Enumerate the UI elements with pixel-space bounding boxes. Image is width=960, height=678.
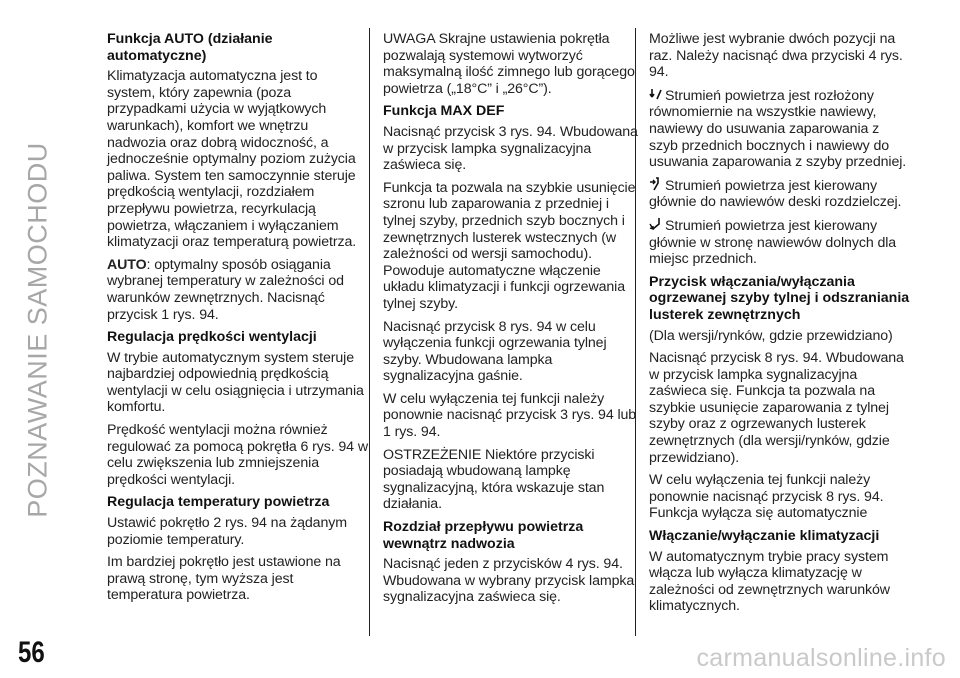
paragraph-max-def-1: Nacisnąć przycisk 3 rys. 94. Wbudowana w przycisk lampka sygnalizacyjna zaświeca się. [383,123,638,174]
paragraph-air-conditioning: W automatycznym trybie pracy system włącza lub wyłącza klimatyzację w zależności od zewnętrznych warunków klimatycznych. [649,548,890,615]
column-divider [369,28,370,636]
paragraph-auto-button [107,257,369,323]
paragraph-distribution-dash [649,177,911,211]
paragraph-max-def-2: Funkcja ta pozwala na szybkie usunięcie szronu lub zaparowania z przedniej i tylnej szyby, przednich szyb bocznych i zewnętrznych lusterek wstecznych (w zależności od wersji samochodu). Powoduje automatyczne włączenie układu klimatyzacji i funkcji ogrzewania tylnej szyby. [383,179,636,312]
paragraph-two-positions: Możliwe jest wybranie dwóch pozycji na raz. Należy nacisnąć dwa przyciski 4 rys. 94. [649,31,903,81]
paragraph-auto-description: Klimatyzacja automatyczna jest to system, który zapewnia (poza przypadkami użycia w wyjątkowych warunkach), komfort we wnętrzu nadwozia oraz dobrą widoczność, a jednocześnie optymalny poziom zużycia paliwa. System ten samoczynnie steruje prędkością wentylacji, rozdziałem przepływu powietrza, recyrkulacją powietrza, włączaniem i wyłączaniem klimatyzacji oraz temperaturą powietrza. [107,68,357,251]
paragraph-distribution-all [649,87,911,171]
paragraph-fan-1: W trybie automatycznym system steruje najbardziej odpowiednią prędkością wentylacji w celu osiągnięcia i utrzymania komfortu. [107,349,364,416]
distribution-dash-text: Strumień powietrza jest kierowany głównie do nawiewów deski rozdzielczej. [649,177,902,211]
column-2 [383,31,645,612]
paragraph-rear-3: W celu wyłączenia tej funkcji należy ponownie nacisnąć przycisk 8 rys. 94. Funkcja wyłącza się automatycznie [649,472,884,522]
distribution-all-text: Strumień powietrza jest rozłożony równomiernie na wszystkie nawiewy, nawiewy do usuwania zaparowania z szyb przednich bocznych i nawiewy do usuwania zaparowania z szyby przedniej. [649,87,907,171]
paragraph-distribution-feet [649,217,911,268]
airflow-dashboard-icon [649,177,663,191]
heading-rear-window-heater: Przycisk włączania/wyłączania ogrzewanej szyby tylnej i odszraniania lusterek zewnętrznych [649,273,910,323]
section-side-title-text: POZNAWANIE SAMOCHODU [22,142,53,518]
paragraph-max-def-4: W celu wyłączenia tej funkcji należy ponownie nacisnąć przycisk 3 rys. 94 lub 1 rys. 94. [383,390,637,441]
paragraph-rear-1: (Dla wersji/rynków, gdzie przewidziano) [649,327,893,344]
auto-text: : optymalny sposób osiągania wybranej temperatury w zależności od warunków zewnętrznych. Nacisnąć przycisk 1 rys. 94. [107,256,344,323]
airflow-feet-icon [649,217,663,231]
site-watermark: carmanualsonline.info [696,644,946,672]
page-number: 56 [18,636,45,669]
paragraph-temp-1: Ustawić pokrętło 2 rys. 94 na żądanym poziomie temperatury. [107,515,347,548]
paragraph-temp-2: Im bardziej pokrętło jest ustawione na prawą stronę, tym wyższa jest temperatura powietrza. [107,554,341,604]
column-3 [649,31,911,621]
auto-label: AUTO [107,256,147,273]
paragraph-rear-2: Nacisnąć przycisk 8 rys. 94. Wbudowana w przycisk lampka sygnalizacyjna zaświeca się. Funkcja ta pozwala na szybkie usunięcie zaparowania z tylnej szyby oraz z ogrzewanych lusterek zewnętrznych (dla wersji/rynków, gdzie przewidziano). [649,350,904,466]
paragraph-air-distribution: Nacisnąć jeden z przycisków 4 rys. 94. Wbudowana w wybrany przycisk lampka sygnalizacyjna zaświeca się. [383,556,635,606]
heading-fan-speed: Regulacja prędkości wentylacji [107,329,317,346]
paragraph-caution: OSTRZEŻENIE Niektóre przyciski posiadają wbudowaną lampkę sygnalizacyjną, która wskazuje stan działania. [383,446,605,513]
paragraph-max-def-3: Nacisnąć przycisk 8 rys. 94 w celu wyłączenia funkcji ogrzewania tylnej szyby. Wbudowana lampka sygnalizacyjna gaśnie. [383,318,607,385]
distribution-feet-text: Strumień powietrza jest kierowany głównie w stronę nawiewów dolnych dla miejsc przednich. [649,217,897,268]
column-1 [107,31,369,610]
airflow-windshield-icon [649,87,663,101]
paragraph-warning: UWAGA Skrajne ustawienia pokrętła pozwalają systemowi wytworzyć maksymalną ilość zimnego lub gorącego powietrza („18°C” i „26°C”). [383,31,635,97]
heading-max-def: Funkcja MAX DEF [383,103,505,120]
heading-air-temperature: Regulacja temperatury powietrza [107,494,330,511]
heading-air-conditioning: Włączanie/wyłączanie klimatyzacji [649,528,880,545]
heading-air-distribution: Rozdział przepływu powietrza wewnątrz nadwozia [383,519,584,552]
paragraph-fan-2: Prędkość wentylacji można również regulować za pomocą pokrętła 6 rys. 94 w celu zwiększenia lub zmniejszenia prędkości wentylacji. [107,422,368,488]
heading-auto-function: Funkcja AUTO (działanie automatyczne) [107,31,273,64]
